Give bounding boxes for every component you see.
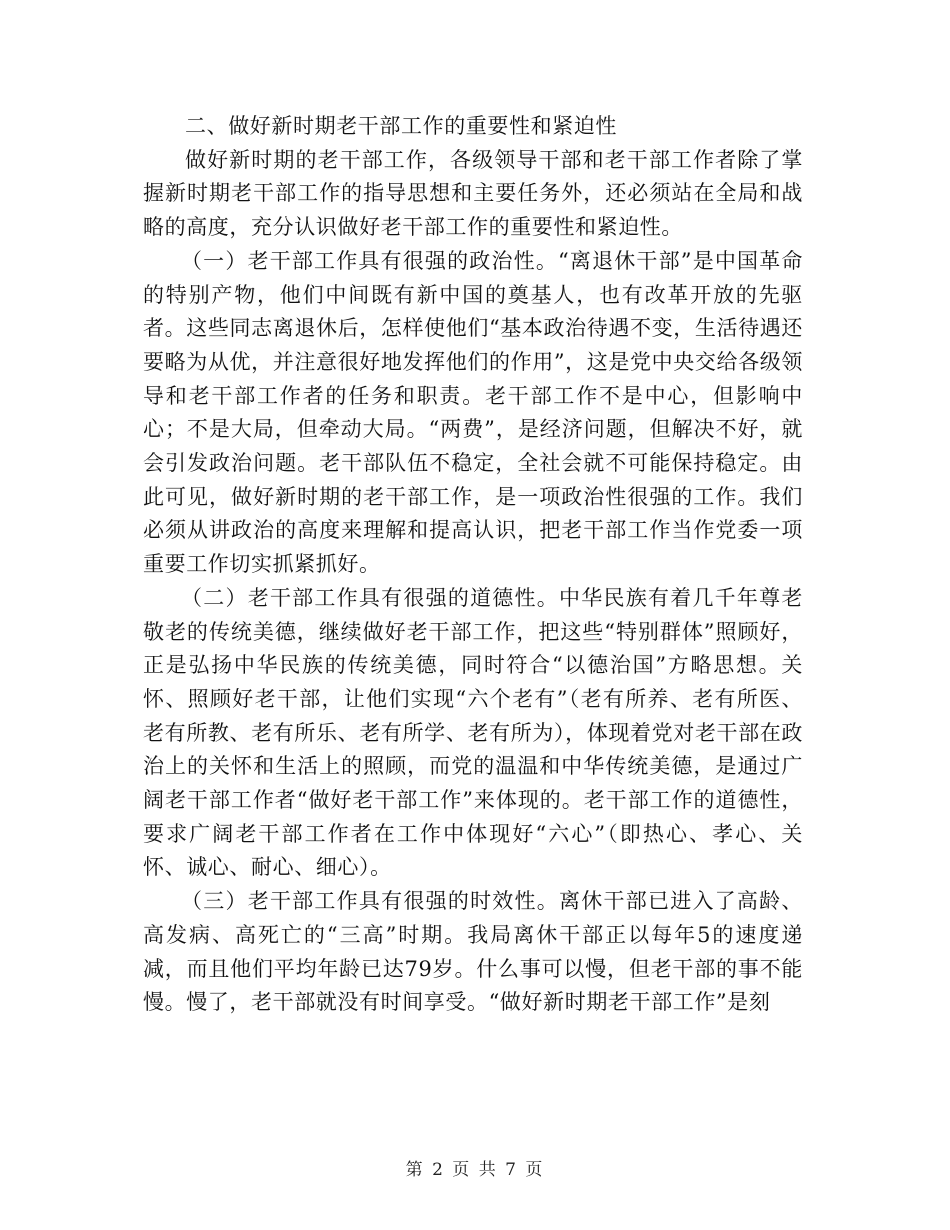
- page-number-footer: 第 2 页 共 7 页: [405, 1160, 545, 1180]
- paragraph-political: （一）老干部工作具有很强的政治性。“离退休干部”是中国革命的特别产物，他们中间既有新中国的奠基人，也有改革开放的先驱者。这些同志离退休后，怎样使他们“基本政治待遇不变，生活待遇还要略为从优，并注意很好地发挥他们的作用”，这是党中央交给各级领导和老干部工作者的任务和职责。老干部工作不是中心，但影响中心；不是大局，但牵动大局。“两费”，是经济问题，但解决不好，就会引发政治问题。老干部队伍不稳定，全社会就不可能保持稳定。由此可见，做好新时期的老干部工作，是一项政治性很强的工作。我们必须从讲政治的高度来理解和提高认识，把老干部工作当作党委一项重要工作切实抓紧抓好。: [143, 248, 803, 577]
- document-body: [143, 110, 803, 1020]
- section-heading: 二、做好新时期老干部工作的重要性和紧迫性: [185, 114, 617, 138]
- paragraph-timeliness: （三）老干部工作具有很强的时效性。离休干部已进入了高龄、高发病、高死亡的“三高”时期。我局离休干部正以每年5的速度递减，而且他们平均年龄已达79岁。什么事可以慢，但老干部的事不能慢。慢了，老干部就没有时间享受。“做好新时期老干部工作”是刻: [143, 889, 803, 1015]
- paragraph-intro: 做好新时期的老干部工作，各级领导干部和老干部工作者除了掌握新时期老干部工作的指导思想和主要任务外，还必须站在全局和战略的高度，充分认识做好老干部工作的重要性和紧迫性。: [143, 147, 803, 240]
- paragraph-moral: （二）老干部工作具有很强的道德性。中华民族有着几千年尊老敬老的传统美德，继续做好老干部工作，把这些“特别群体”照顾好，正是弘扬中华民族的传统美德，同时符合“以德治国”方略思想。关怀、照顾好老干部，让他们实现“六个老有”（老有所养、老有所医、老有所教、老有所乐、老有所学、老有所为），体现着党对老干部在政治上的关怀和生活上的照顾，而党的温温和中华传统美德，是通过广阔老干部工作者“做好老干部工作”来体现的。老干部工作的道德性，要求广阔老干部工作者在工作中体现好“六心”（即热心、孝心、关怀、诚心、耐心、细心）。: [143, 585, 803, 880]
